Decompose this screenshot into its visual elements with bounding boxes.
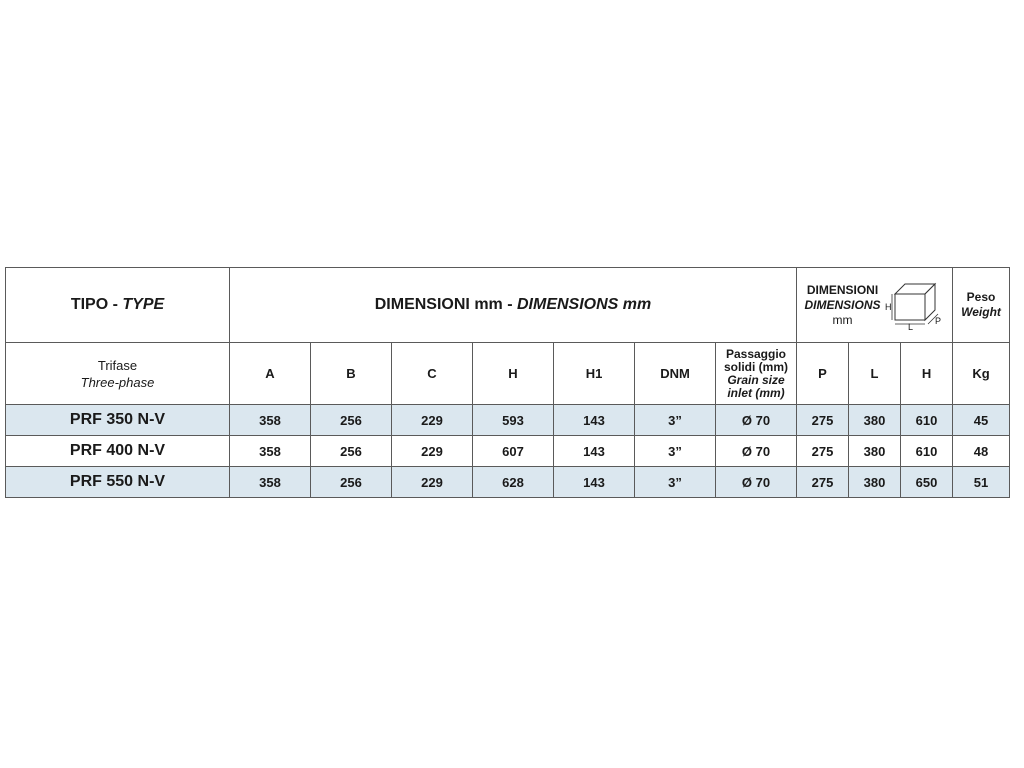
cell-dnm: 3”	[635, 467, 716, 498]
col-header-kg: Kg	[953, 343, 1010, 405]
col-header-grain-size: Passaggio solidi (mm) Grain size inlet (mm)	[716, 343, 797, 405]
cell-weight: 45	[953, 405, 1010, 436]
cell-a: 358	[230, 436, 311, 467]
col-header-a: A	[230, 343, 311, 405]
cell-p: 275	[797, 467, 849, 498]
cell-h: 607	[473, 436, 554, 467]
svg-text:P: P	[934, 316, 941, 326]
cell-h1: 143	[554, 436, 635, 467]
packing-dimensions-header: DIMENSIONI DIMENSIONS mm H L P	[797, 268, 953, 343]
weight-header: Peso Weight	[953, 268, 1010, 343]
cell-c: 229	[392, 467, 473, 498]
cell-l: 380	[849, 405, 901, 436]
cell-c: 229	[392, 436, 473, 467]
col-header-p: P	[797, 343, 849, 405]
cell-b: 256	[311, 405, 392, 436]
cell-grain: Ø 70	[716, 467, 797, 498]
cell-h: 593	[473, 405, 554, 436]
header-row	[6, 268, 1010, 343]
col-header-h1: H1	[554, 343, 635, 405]
cell-h1: 143	[554, 467, 635, 498]
col-header-c: C	[392, 343, 473, 405]
table-row	[6, 467, 1010, 498]
cell-c: 229	[392, 405, 473, 436]
table-row	[6, 405, 1010, 436]
cell-p: 275	[797, 436, 849, 467]
cell-h: 628	[473, 467, 554, 498]
svg-text:L: L	[907, 322, 913, 330]
type-header: TIPO - TYPE	[6, 268, 230, 343]
cell-pack-h: 650	[901, 467, 953, 498]
specification-table	[5, 267, 1010, 498]
svg-text:H: H	[884, 302, 892, 312]
table-row	[6, 436, 1010, 467]
subheader-row	[6, 343, 1010, 405]
cell-l: 380	[849, 436, 901, 467]
col-header-b: B	[311, 343, 392, 405]
cell-a: 358	[230, 405, 311, 436]
cell-dnm: 3”	[635, 405, 716, 436]
cell-b: 256	[311, 467, 392, 498]
cell-grain: Ø 70	[716, 405, 797, 436]
model-name: PRF 350 N-V	[6, 405, 230, 436]
col-header-dnm: DNM	[635, 343, 716, 405]
model-name: PRF 550 N-V	[6, 467, 230, 498]
col-header-pack-h: H	[901, 343, 953, 405]
col-header-h: H	[473, 343, 554, 405]
cell-l: 380	[849, 467, 901, 498]
phase-header: Trifase Three-phase	[6, 343, 230, 405]
cell-h1: 143	[554, 405, 635, 436]
cell-pack-h: 610	[901, 405, 953, 436]
col-header-l: L	[849, 343, 901, 405]
cell-a: 358	[230, 467, 311, 498]
package-box-icon	[883, 280, 945, 330]
model-name: PRF 400 N-V	[6, 436, 230, 467]
cell-grain: Ø 70	[716, 436, 797, 467]
cell-weight: 48	[953, 436, 1010, 467]
cell-b: 256	[311, 436, 392, 467]
cell-weight: 51	[953, 467, 1010, 498]
cell-pack-h: 610	[901, 436, 953, 467]
cell-dnm: 3”	[635, 436, 716, 467]
cell-p: 275	[797, 405, 849, 436]
dimensions-header: DIMENSIONI mm - DIMENSIONS mm	[230, 268, 797, 343]
